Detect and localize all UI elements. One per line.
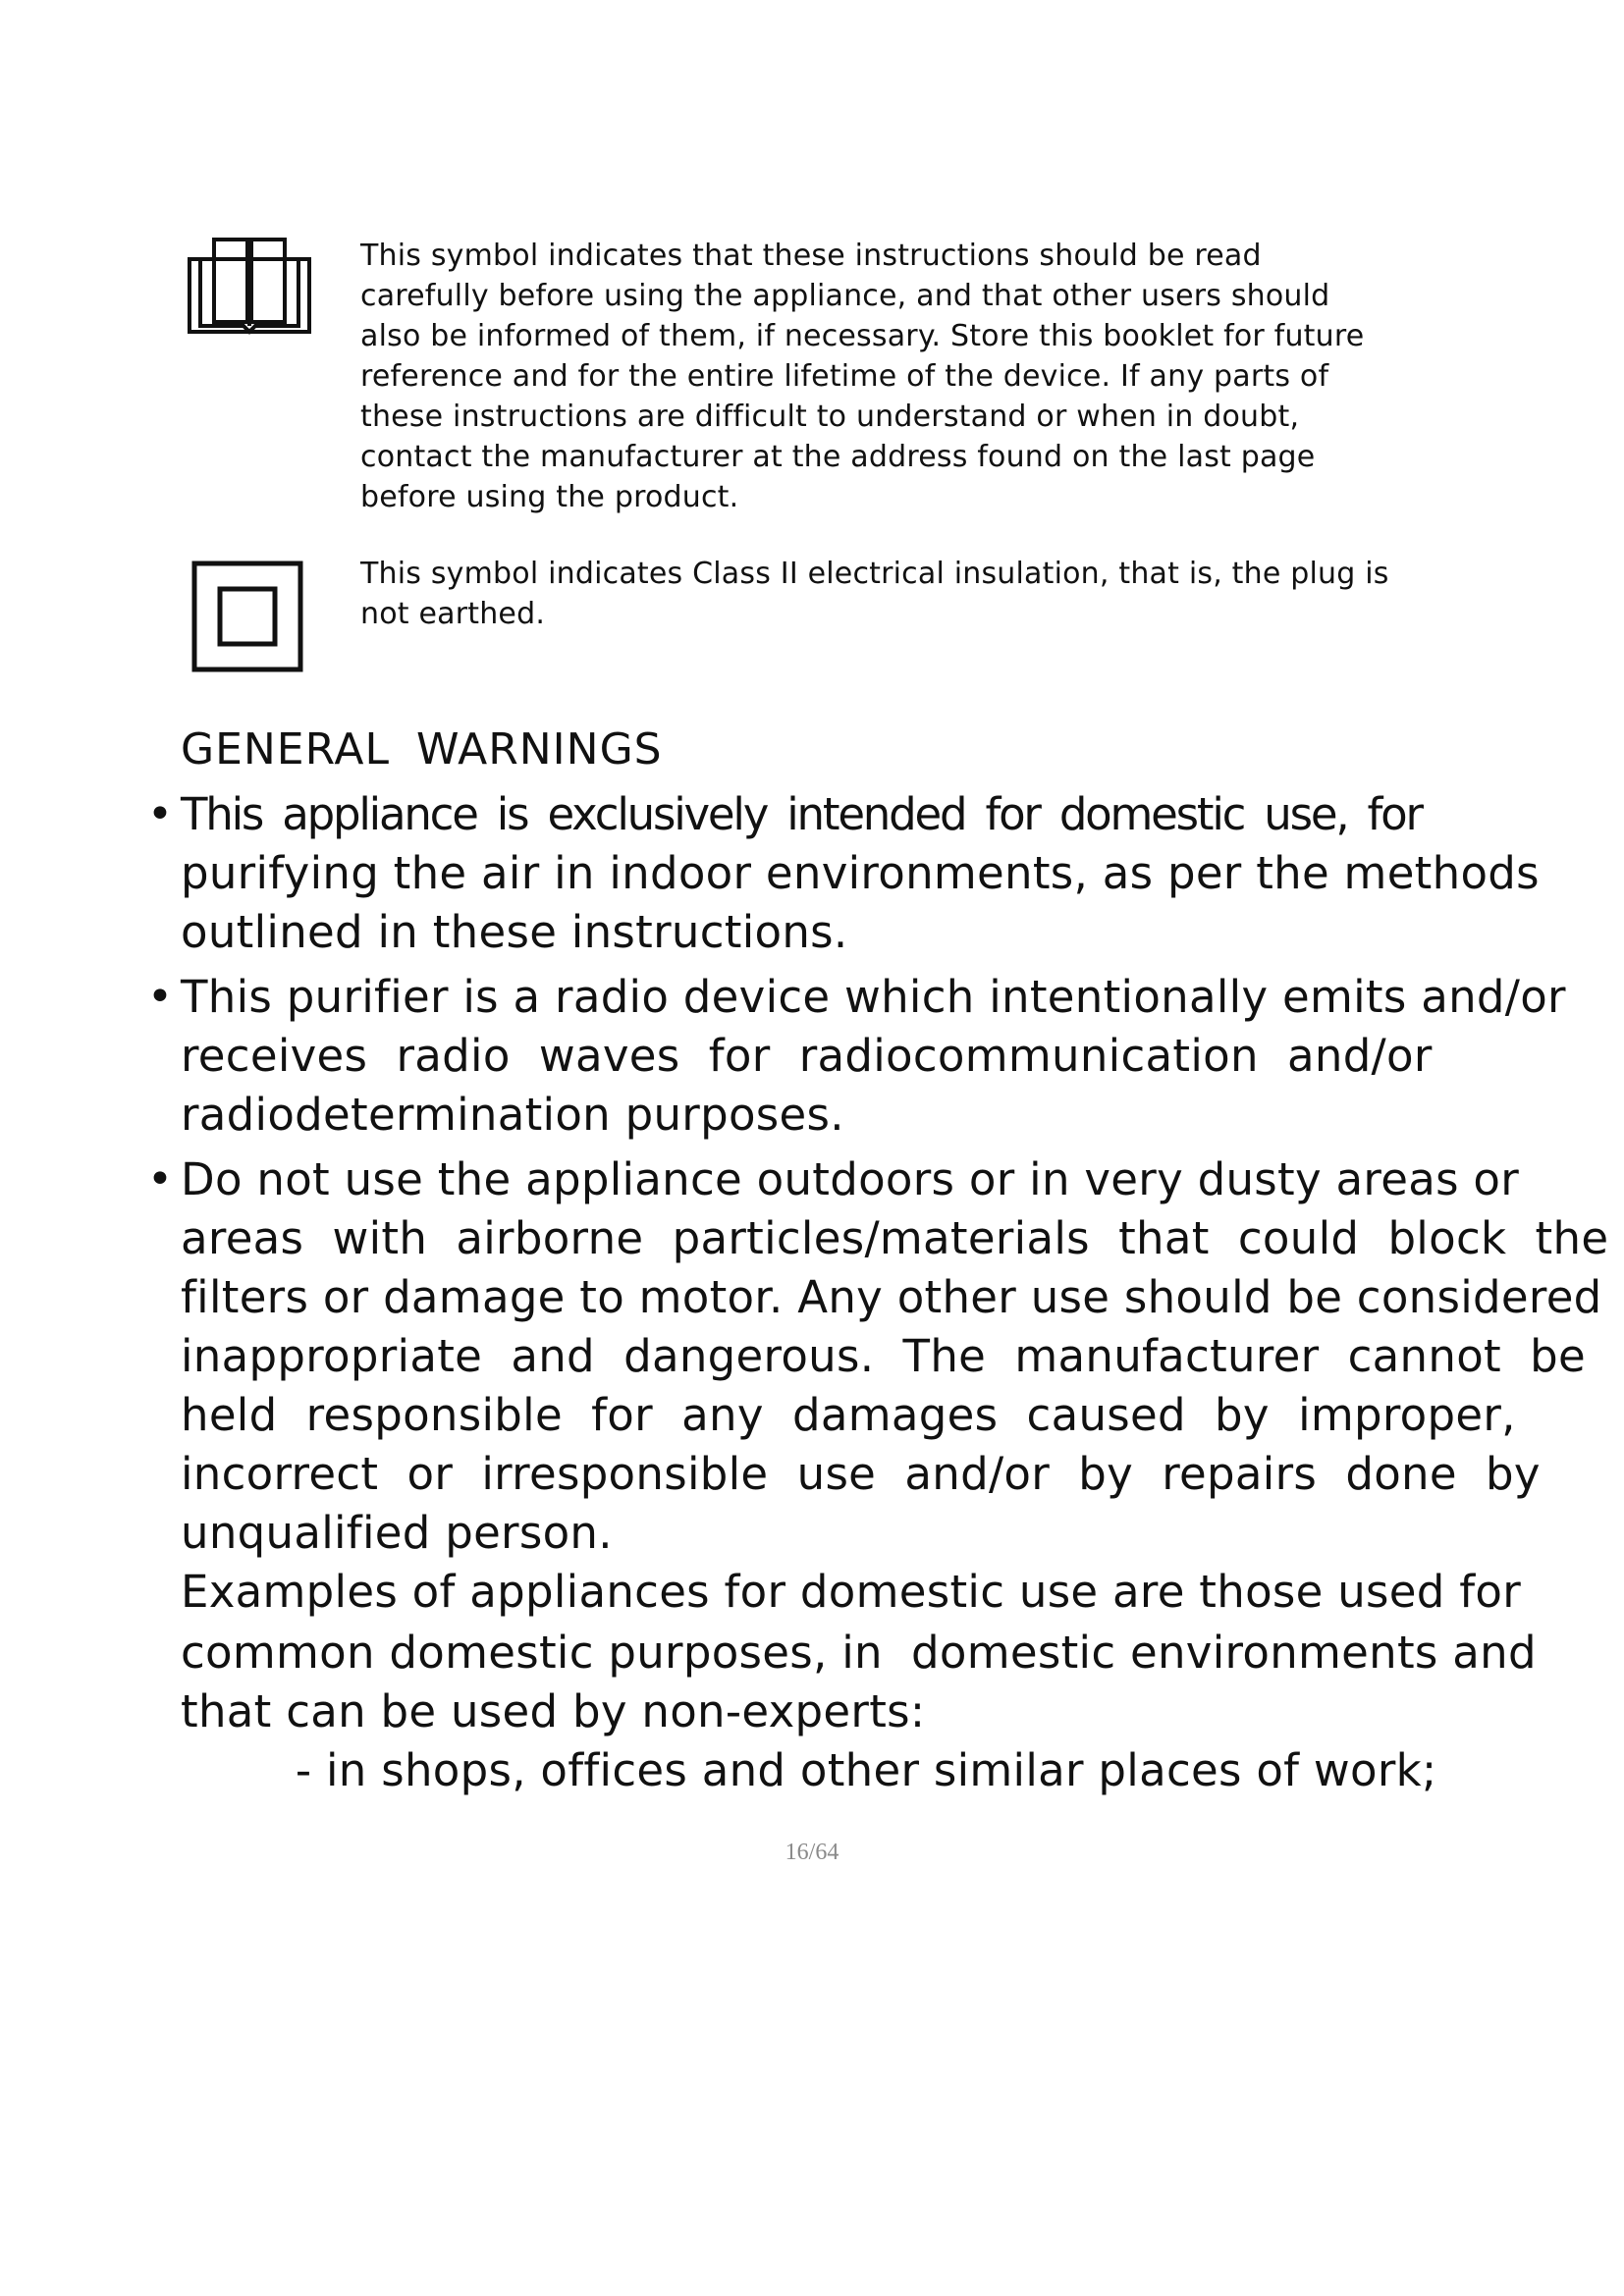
text-line: Do not use the appliance outdoors or in very dusty areas or	[181, 1153, 1520, 1205]
text-line: This symbol indicates Class II electrical insulation, that is, the plug is	[360, 557, 1389, 591]
text-line: inappropriate and dangerous. The manufacturer cannot be	[181, 1330, 1587, 1382]
text-line: contact the manufacturer at the address found on the last page	[360, 440, 1316, 474]
text-line: purifying the air in indoor environments, as per the methods	[181, 847, 1540, 899]
text-line: outlined in these instructions.	[181, 906, 848, 958]
general-warnings-heading: GENERAL WARNINGS	[181, 724, 663, 774]
text-line: carefully before using the appliance, and that other users should	[360, 279, 1330, 313]
text-line: radiodetermination purposes.	[181, 1089, 844, 1141]
text-line: also be informed of them, if necessary. Store this booklet for future	[360, 319, 1365, 353]
text-line: reference and for the entire lifetime of the device. If any parts of	[360, 359, 1329, 394]
text-line: - in shops, offices and other similar places of work;	[181, 1744, 1437, 1796]
text-line: these instructions are difficult to understand or when in doubt,	[360, 400, 1300, 434]
text-line: receives radio waves for radiocommunication and/or	[181, 1030, 1433, 1082]
text-line: common domestic purposes, in domestic environments and	[181, 1627, 1537, 1679]
text-line: not earthed.	[360, 597, 546, 631]
class-ii-insulation-icon	[187, 556, 308, 677]
text-line: before using the product.	[360, 480, 739, 514]
bullet-icon: •	[147, 972, 173, 1022]
bullet-icon: •	[147, 789, 173, 839]
text-line: This appliance is exclusively intended for domestic use, for	[181, 788, 1422, 840]
read-instructions-text	[360, 236, 1450, 517]
text-line: incorrect or irresponsible use and/or by repairs done by	[181, 1448, 1541, 1500]
general-warnings-list	[0, 785, 1624, 1845]
text-line: This symbol indicates that these instructions should be read	[360, 239, 1262, 273]
class-ii-text	[360, 554, 1450, 634]
text-line: Examples of appliances for domestic use are those used for	[181, 1566, 1522, 1618]
open-book-icon	[187, 234, 312, 336]
text-line: that can be used by non-experts:	[181, 1685, 926, 1737]
page-number: 16/64	[785, 1840, 839, 1865]
text-line: filters or damage to motor. Any other use should be considered	[181, 1271, 1602, 1323]
text-line: unqualified person.	[181, 1507, 613, 1559]
text-line: areas with airborne particles/materials that could block the	[181, 1212, 1609, 1264]
text-line: held responsible for any damages caused by improper,	[181, 1389, 1516, 1441]
text-line: This purifier is a radio device which intentionally emits and/or	[181, 971, 1566, 1023]
bullet-icon: •	[147, 1154, 173, 1204]
